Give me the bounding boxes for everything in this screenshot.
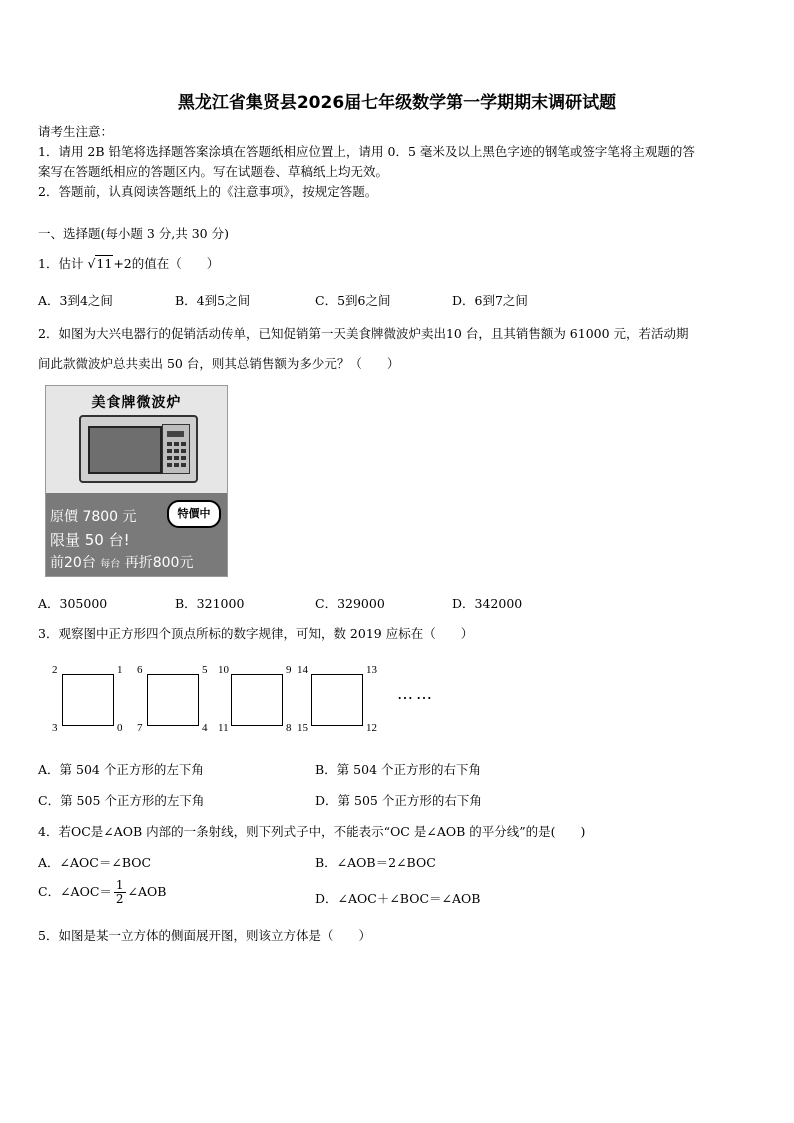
q3-option-c: C．第 505 个正方形的左下角 (38, 793, 205, 808)
square-3 (231, 674, 283, 726)
question-1 (38, 254, 219, 272)
flyer-discount-first: 前20台 (50, 555, 96, 571)
q2-option-d: D．342000 (452, 596, 523, 611)
question-2-line-1: 2．如图为大兴电器行的促销活动传单，已知促销第一天美食牌微波炉卖出10 台，且其销售额为 61000 元，若活动期 (38, 326, 689, 341)
microwave-control-panel (162, 424, 190, 474)
square-4 (311, 674, 363, 726)
notice-item-1-cont: 案写在答题纸相应的答题区内。写在试题卷、草稿纸上均无效。 (38, 164, 389, 179)
square-4-bottom-right: 12 (366, 722, 377, 734)
q4-option-d: D．∠AOC＋∠BOC＝∠AOB (315, 891, 481, 906)
flyer-limit: 限量 50 台! (50, 531, 130, 549)
square-1-bottom-right: 0 (117, 722, 123, 734)
notice-item-2: 2．答题前，认真阅读答题纸上的《注意事项》，按规定答题。 (38, 184, 378, 199)
square-1-top-right: 1 (117, 664, 123, 676)
q1-option-c: C．5到6之间 (315, 293, 391, 308)
ellipsis: …… (397, 684, 435, 703)
q1-option-a: A．3到4之间 (38, 293, 113, 308)
question-1-plus: +2 (113, 256, 132, 271)
q2-option-c: C．329000 (315, 596, 385, 611)
radicand: 11 (96, 256, 113, 271)
square-2-top-right: 5 (202, 664, 208, 676)
q4-option-c-suffix: ∠AOB (127, 884, 167, 899)
q1-option-d: D．6到7之间 (452, 293, 528, 308)
question-2-line-2: 间此款微波炉总共卖出 50 台，则其总销售额为多少元？（ ） (38, 356, 400, 371)
section-heading: 一、选择题(每小题 3 分,共 30 分) (38, 226, 229, 241)
square-1-top-left: 2 (52, 664, 58, 676)
square-4-top-right: 13 (366, 664, 377, 676)
fraction-numerator: 1 (115, 878, 124, 892)
square-3-bottom-left: 11 (218, 722, 229, 734)
q3-option-b: B．第 504 个正方形的右下角 (315, 762, 481, 777)
question-1-suffix: 的值在（ ） (131, 256, 220, 271)
notice-item-1: 1．请用 2B 铅笔将选择题答案涂填在答题纸相应位置上，请用 0．5 毫米及以上黑色字迹的钢笔或签字笔将主观题的答 (38, 144, 695, 159)
q1-option-b: B．4到5之间 (175, 293, 251, 308)
fraction-one-half (114, 879, 126, 906)
flyer-discount-each: 每台 (100, 559, 121, 570)
microwave-icon (79, 415, 198, 483)
square-3-top-left: 10 (218, 664, 229, 676)
flyer-discount (50, 552, 193, 572)
q3-option-a: A．第 504 个正方形的左下角 (38, 762, 204, 777)
q2-option-b: B．321000 (175, 596, 245, 611)
page-title: 黑龙江省集贤县2026届七年级数学第一学期期末调研试题 (177, 93, 617, 113)
flyer-discount-amount: 再折800元 (124, 555, 194, 571)
microwave-door (88, 426, 162, 474)
square-3-top-right: 9 (286, 664, 292, 676)
fraction-denominator: 2 (115, 892, 124, 906)
question-4: 4．若OC是∠AOB 内部的一条射线，则下列式子中，不能表示“OC 是∠AOB 的平分线”的是( ) (38, 824, 586, 839)
question-1-prefix: 1．估计 (38, 256, 84, 271)
flyer-original-price: 原價 7800 元 (50, 509, 137, 525)
square-2-top-left: 6 (137, 664, 143, 676)
q4-option-c (38, 879, 166, 906)
square-2-bottom-left: 7 (137, 722, 143, 734)
square-1-bottom-left: 3 (52, 722, 58, 734)
flyer-sale-badge: 特價中 (167, 500, 221, 528)
flyer-title: 美食牌微波炉 (91, 395, 182, 411)
q4-option-c-prefix: C．∠AOC＝ (38, 884, 112, 899)
square-4-top-left: 14 (297, 664, 308, 676)
square-2 (147, 674, 199, 726)
notice-heading: 请考生注意： (38, 124, 114, 139)
q3-option-d: D．第 505 个正方形的右下角 (315, 793, 482, 808)
question-3: 3．观察图中正方形四个顶点所标的数字规律，可知，数 2019 应标在（ ） (38, 626, 474, 641)
square-3-bottom-right: 8 (286, 722, 292, 734)
square-4-bottom-left: 15 (297, 722, 308, 734)
q4-option-a: A．∠AOC＝∠BOC (38, 855, 152, 870)
q2-option-a: A．305000 (38, 596, 108, 611)
q4-option-b: B．∠AOB＝2∠BOC (315, 855, 436, 870)
question-5: 5．如图是某一立方体的侧面展开图，则该立方体是（ ） (38, 928, 371, 943)
square-root-expression: √11 (87, 256, 113, 271)
square-2-bottom-right: 4 (202, 722, 208, 734)
promotion-flyer-image (45, 385, 228, 577)
square-1 (62, 674, 114, 726)
